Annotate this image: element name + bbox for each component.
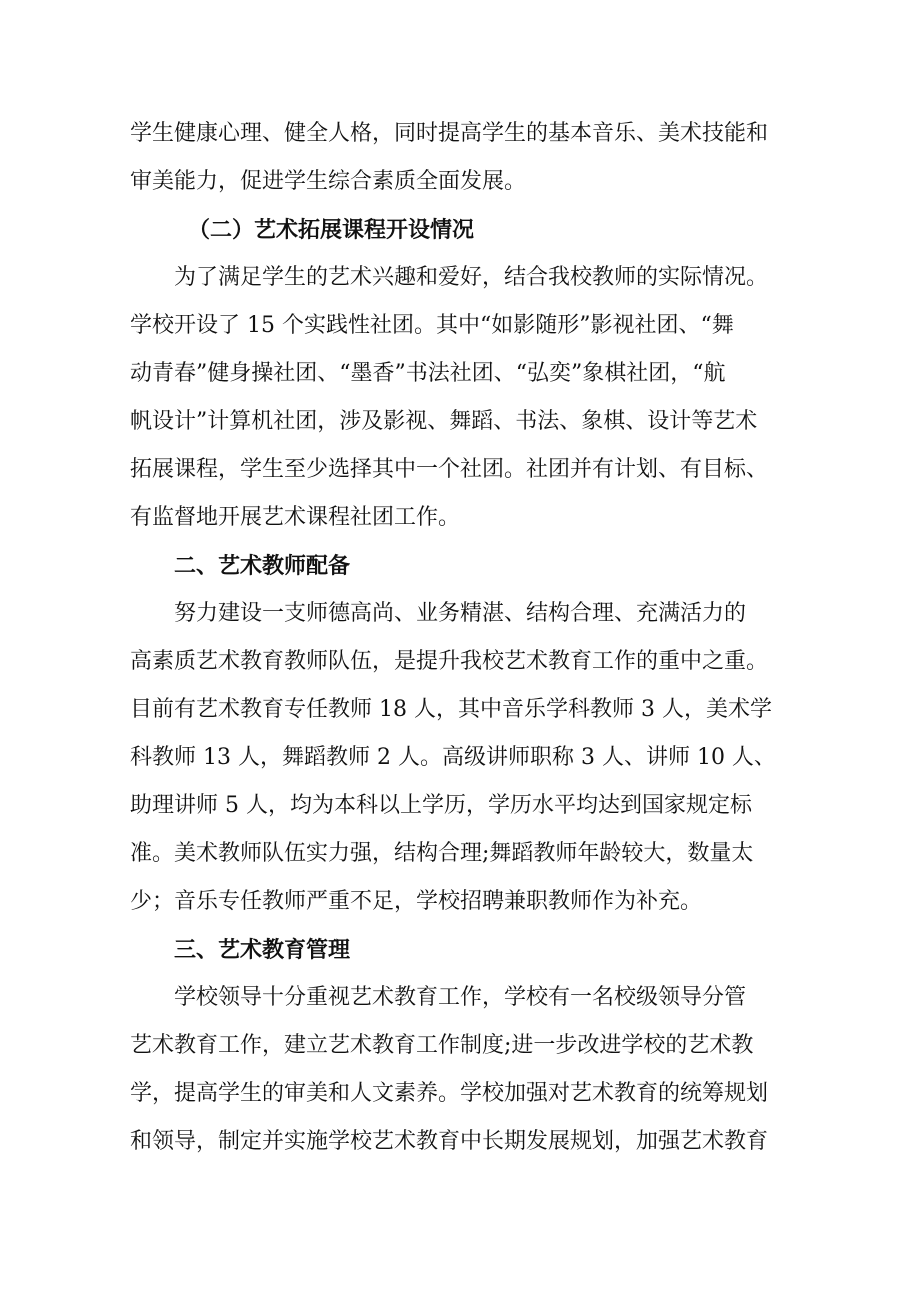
paragraph-line: 目前有艺术教育专任教师 18 人，其中音乐学科教师 3 人，美术学 (130, 697, 772, 722)
paragraph-line: 助理讲师 5 人，均为本科以上学历，学历水平均达到国家规定标 (130, 793, 752, 818)
paragraph-line: 和领导，制定并实施学校艺术教育中长期发展规划，加强艺术教育 (130, 1129, 769, 1154)
section-heading: 二、艺术教师配备 (174, 553, 351, 579)
paragraph-line: 科教师 13 人，舞蹈教师 2 人。高级讲师职称 3 人、讲师 10 人、 (130, 745, 776, 770)
paragraph-line: 为了满足学生的艺术兴趣和爱好，结合我校教师的实际情况。 (174, 265, 769, 290)
paragraph-line: 审美能力，促进学生综合素质全面发展。 (130, 169, 527, 194)
section-heading: 三、艺术教育管理 (174, 937, 351, 963)
paragraph-line: 学生健康心理、健全人格，同时提高学生的基本音乐、美术技能和 (130, 121, 769, 146)
section-subheading: （二）艺术拓展课程开设情况 (188, 217, 475, 243)
paragraph-line: 学校开设了 15 个实践性社团。其中“如影随形”影视社团、“舞 (130, 313, 734, 338)
paragraph-line: 少；音乐专任教师严重不足，学校招聘兼职教师作为补充。 (130, 889, 703, 914)
paragraph-line: 拓展课程，学生至少选择其中一个社团。社团并有计划、有目标、 (130, 457, 769, 482)
paragraph-line: 有监督地开展艺术课程社团工作。 (130, 505, 461, 530)
paragraph-line: 帆设计”计算机社团，涉及影视、舞蹈、书法、象棋、设计等艺术 (130, 409, 758, 434)
paragraph-line: 努力建设一支师德高尚、业务精湛、结构合理、充满活力的 (174, 601, 747, 626)
paragraph-line: 高素质艺术教育教师队伍，是提升我校艺术教育工作的重中之重。 (130, 649, 769, 674)
paragraph-line: 动青春”健身操社团、“墨香”书法社团、“弘奕”象棋社团，“航 (130, 361, 726, 386)
paragraph-line: 准。美术教师队伍实力强，结构合理;舞蹈教师年龄较大，数量太 (130, 841, 754, 866)
paragraph-line: 学，提高学生的审美和人文素养。学校加强对艺术教育的统筹规划 (130, 1081, 769, 1106)
paragraph-line: 艺术教育工作，建立艺术教育工作制度;进一步改进学校的艺术教 (130, 1033, 754, 1058)
paragraph-line: 学校领导十分重视艺术教育工作，学校有一名校级领导分管 (174, 985, 747, 1010)
